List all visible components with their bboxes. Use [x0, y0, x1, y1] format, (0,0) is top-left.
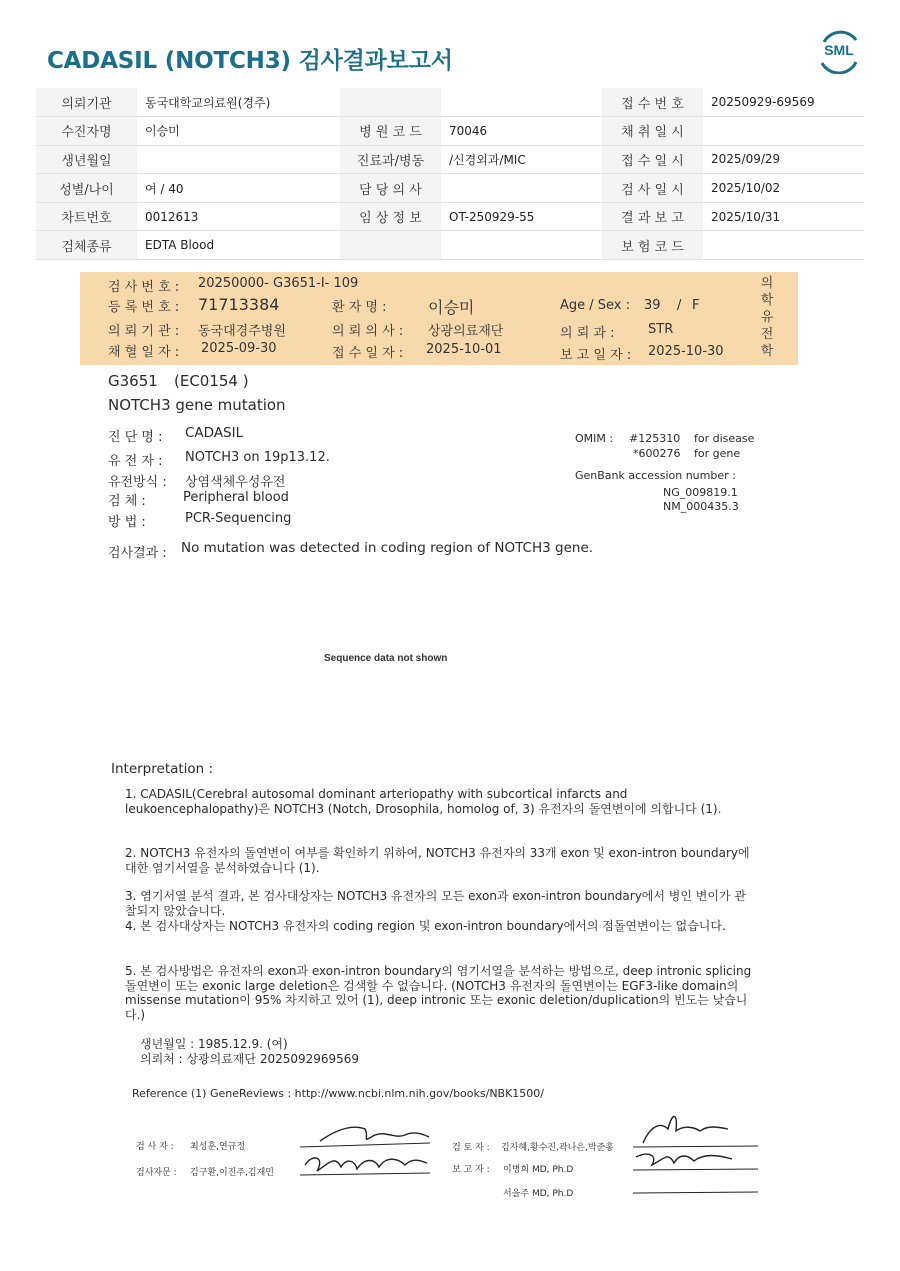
- assistant-names: 김구환,이진주,김재민: [190, 1168, 274, 1178]
- info-value: 20250929-69569: [703, 88, 864, 117]
- reviewer-names: 김자혜,황수진,곽나은,박준홍: [501, 1143, 614, 1153]
- genbank-nm: NM_000435.3: [663, 500, 739, 513]
- omim-disease-note: for disease: [694, 432, 755, 445]
- result-label: 검사결과 :: [108, 546, 167, 561]
- field-label: 검 체 :: [108, 494, 146, 509]
- info-value: [441, 231, 602, 260]
- vertical-char: 학: [760, 344, 774, 359]
- report-date: 2025-10-30: [648, 344, 724, 359]
- vertical-char: 유: [760, 310, 774, 325]
- info-value: [137, 145, 340, 174]
- info-label: 수진자명: [36, 117, 137, 146]
- patient-band: [80, 272, 798, 365]
- omim-gene: *600276: [633, 447, 681, 460]
- info-value: OT-250929-55: [441, 202, 602, 231]
- info-value: 70046: [441, 117, 602, 146]
- vertical-label: [760, 275, 774, 360]
- dept-label: 의 뢰 과 :: [560, 326, 615, 341]
- info-row: [36, 88, 864, 117]
- signature-scribble-icon: [628, 1107, 763, 1197]
- genbank-label: GenBank accession number :: [575, 469, 736, 482]
- info-value: 이승미: [137, 117, 340, 146]
- req-doc-label: 의 뢰 의 사 :: [332, 324, 404, 339]
- info-label: 병 원 코 드: [340, 117, 441, 146]
- test-code: G3651: [108, 372, 158, 390]
- receive-label: 접 수 일 자 :: [332, 346, 404, 361]
- patient-label: 환 자 명 :: [332, 300, 387, 315]
- test-code-paren: (EC0154 ): [174, 372, 249, 390]
- page-title: CADASIL (NOTCH3) 검사결과보고서: [47, 48, 453, 74]
- info-value: 여 / 40: [137, 174, 340, 203]
- field-label: 유전방식 :: [108, 475, 167, 490]
- scanned-report: [80, 272, 800, 1232]
- interpretation-paragraph: 5. 본 검사방법은 유전자의 exon과 exon-intron boundary의 염기서열을 분석하는 방법으로, deep intronic splicing 돌연변이 또는 exonic large deletion은 검색할 수 없습니다. (NOTCH3 유전자의 돌연변이는 EGF3-like domain의 missense mutation이 95% 차지하고 있어 (1), deep intronic 또는 exonic deletion/duplication의 빈도는 낮습니다.): [125, 964, 752, 1022]
- info-label: 의뢰기관: [36, 88, 137, 117]
- info-value: [441, 174, 602, 203]
- info-row: [36, 145, 864, 174]
- reporter-name-2: 서을주 MD, Ph.D: [503, 1189, 574, 1199]
- sequence-note: Sequence data not shown: [324, 653, 448, 664]
- reference: Reference (1) GeneReviews : http://www.ncbi.nlm.nih.gov/books/NBK1500/: [132, 1087, 545, 1100]
- info-label: 접 수 번 호: [602, 88, 703, 117]
- info-value: 2025/10/02: [703, 174, 864, 203]
- collect-label: 채 혈 일 자 :: [108, 345, 180, 360]
- patient-info-table: [36, 88, 864, 260]
- field-value: Peripheral blood: [183, 490, 289, 505]
- birth-date-note: 생년월일 : 1985.12.9. (여): [140, 1037, 288, 1051]
- field-value: NOTCH3 on 19p13.12.: [185, 450, 330, 465]
- interpretation-paragraph: 3. 염기서열 분석 결과, 본 검사대상자는 NOTCH3 유전자의 모든 exon과 exon-intron boundary에서 병인 변이가 관찰되지 않았습니다.: [125, 889, 746, 918]
- field-value: CADASIL: [185, 425, 244, 441]
- interpretation-heading: Interpretation :: [111, 761, 214, 777]
- field-label: 방 법 :: [108, 515, 146, 530]
- reporter-label: 보 고 자 :: [452, 1165, 490, 1175]
- vertical-char: 전: [760, 327, 774, 342]
- reporter-name-1: 이병희 MD, Ph.D: [503, 1165, 574, 1175]
- info-label: 성별/나이: [36, 174, 137, 203]
- info-value: EDTA Blood: [137, 231, 340, 260]
- info-row: [36, 202, 864, 231]
- info-value: 0012613: [137, 202, 340, 231]
- test-name: NOTCH3 gene mutation: [108, 396, 286, 414]
- info-value: [703, 231, 864, 260]
- info-row: [36, 174, 864, 203]
- age-sex-label: Age / Sex :: [560, 298, 631, 313]
- reg-no: 71713384: [198, 295, 280, 314]
- info-row: [36, 231, 864, 260]
- info-label: 검 사 일 시: [602, 174, 703, 203]
- info-label: 임 상 정 보: [340, 202, 441, 231]
- interpretation-paragraph: 2. NOTCH3 유전자의 돌연변이 여부를 확인하기 위하여, NOTCH3 유전자의 33개 exon 및 exon-intron boundary에 대한 염기서열을 분석하였습니다 (1).: [125, 846, 750, 875]
- test-no-label: 검 사 번 호 :: [108, 280, 180, 295]
- req-org-label: 의 뢰 기 관 :: [108, 324, 180, 339]
- vertical-char: 의: [760, 276, 774, 291]
- dept-value: STR: [648, 322, 674, 337]
- report-label: 보 고 일 자 :: [560, 348, 632, 363]
- info-label: 채 취 일 시: [602, 117, 703, 146]
- info-value: 2025/09/29: [703, 145, 864, 174]
- result-text: No mutation was detected in coding region of NOTCH3 gene.: [181, 540, 594, 556]
- requester-note: 의뢰처 : 상광의료재단 2025092969569: [140, 1052, 360, 1066]
- info-label: 차트번호: [36, 202, 137, 231]
- logo-text: SML: [824, 42, 854, 58]
- info-label: 검체종류: [36, 231, 137, 260]
- collect-date: 2025-09-30: [201, 341, 277, 356]
- info-label: 진료과/병동: [340, 145, 441, 174]
- info-value: 동국대학교의료원(경주): [137, 88, 340, 117]
- reviewer-label: 검 토 자 :: [452, 1143, 490, 1153]
- req-doc: 상광의료재단: [428, 324, 504, 339]
- interpretation-paragraph: 4. 본 검사대상자는 NOTCH3 유전자의 coding region 및 exon-intron boundary에서의 점돌연변이는 없습니다.: [125, 919, 726, 933]
- omim-gene-note: for gene: [694, 447, 741, 460]
- signature-scribble-icon: [295, 1117, 440, 1182]
- info-label: [340, 88, 441, 117]
- field-value: 상염색체우성유전: [185, 475, 286, 490]
- info-value: /신경외과/MIC: [441, 145, 602, 174]
- tester-label: 검 사 자 :: [136, 1142, 174, 1152]
- interpretation-paragraph: 1. CADASIL(Cerebral autosomal dominant arteriopathy with subcortical infarcts and leukoencephalopathy)은 NOTCH3 (Notch, Drosophila, homolog of, 3) 유전자의 돌연변이에 의합니다 (1).: [125, 787, 722, 816]
- field-value: PCR-Sequencing: [185, 511, 292, 526]
- omim-label: OMIM :: [575, 432, 614, 445]
- patient-name: 이승미: [428, 298, 475, 317]
- field-label: 진 단 명 :: [108, 430, 163, 445]
- tester-names: 최성훈,연규정: [190, 1142, 246, 1152]
- req-org: 동국대경주병원: [198, 324, 286, 339]
- test-no: 20250000- G3651-I- 109: [198, 276, 359, 291]
- sex-value: F: [692, 298, 700, 313]
- info-value: [703, 117, 864, 146]
- info-label: 접 수 일 시: [602, 145, 703, 174]
- assistant-label: 검사자문 :: [136, 1168, 177, 1178]
- info-label: 보 험 코 드: [602, 231, 703, 260]
- info-row: [36, 117, 864, 146]
- reg-no-label: 등 록 번 호 :: [108, 300, 180, 315]
- sex-separator: /: [677, 298, 682, 313]
- sml-logo: [816, 30, 862, 74]
- info-label: 생년월일: [36, 145, 137, 174]
- info-value: [441, 88, 602, 117]
- age-value: 39: [644, 298, 661, 313]
- genbank-ng: NG_009819.1: [663, 486, 738, 499]
- vertical-char: 학: [760, 293, 774, 308]
- receive-date: 2025-10-01: [426, 342, 502, 357]
- field-label: 유 전 자 :: [108, 454, 163, 469]
- omim-disease: #125310: [629, 432, 681, 445]
- info-value: 2025/10/31: [703, 202, 864, 231]
- info-label: 결 과 보 고: [602, 202, 703, 231]
- info-label: [340, 231, 441, 260]
- info-label: 담 당 의 사: [340, 174, 441, 203]
